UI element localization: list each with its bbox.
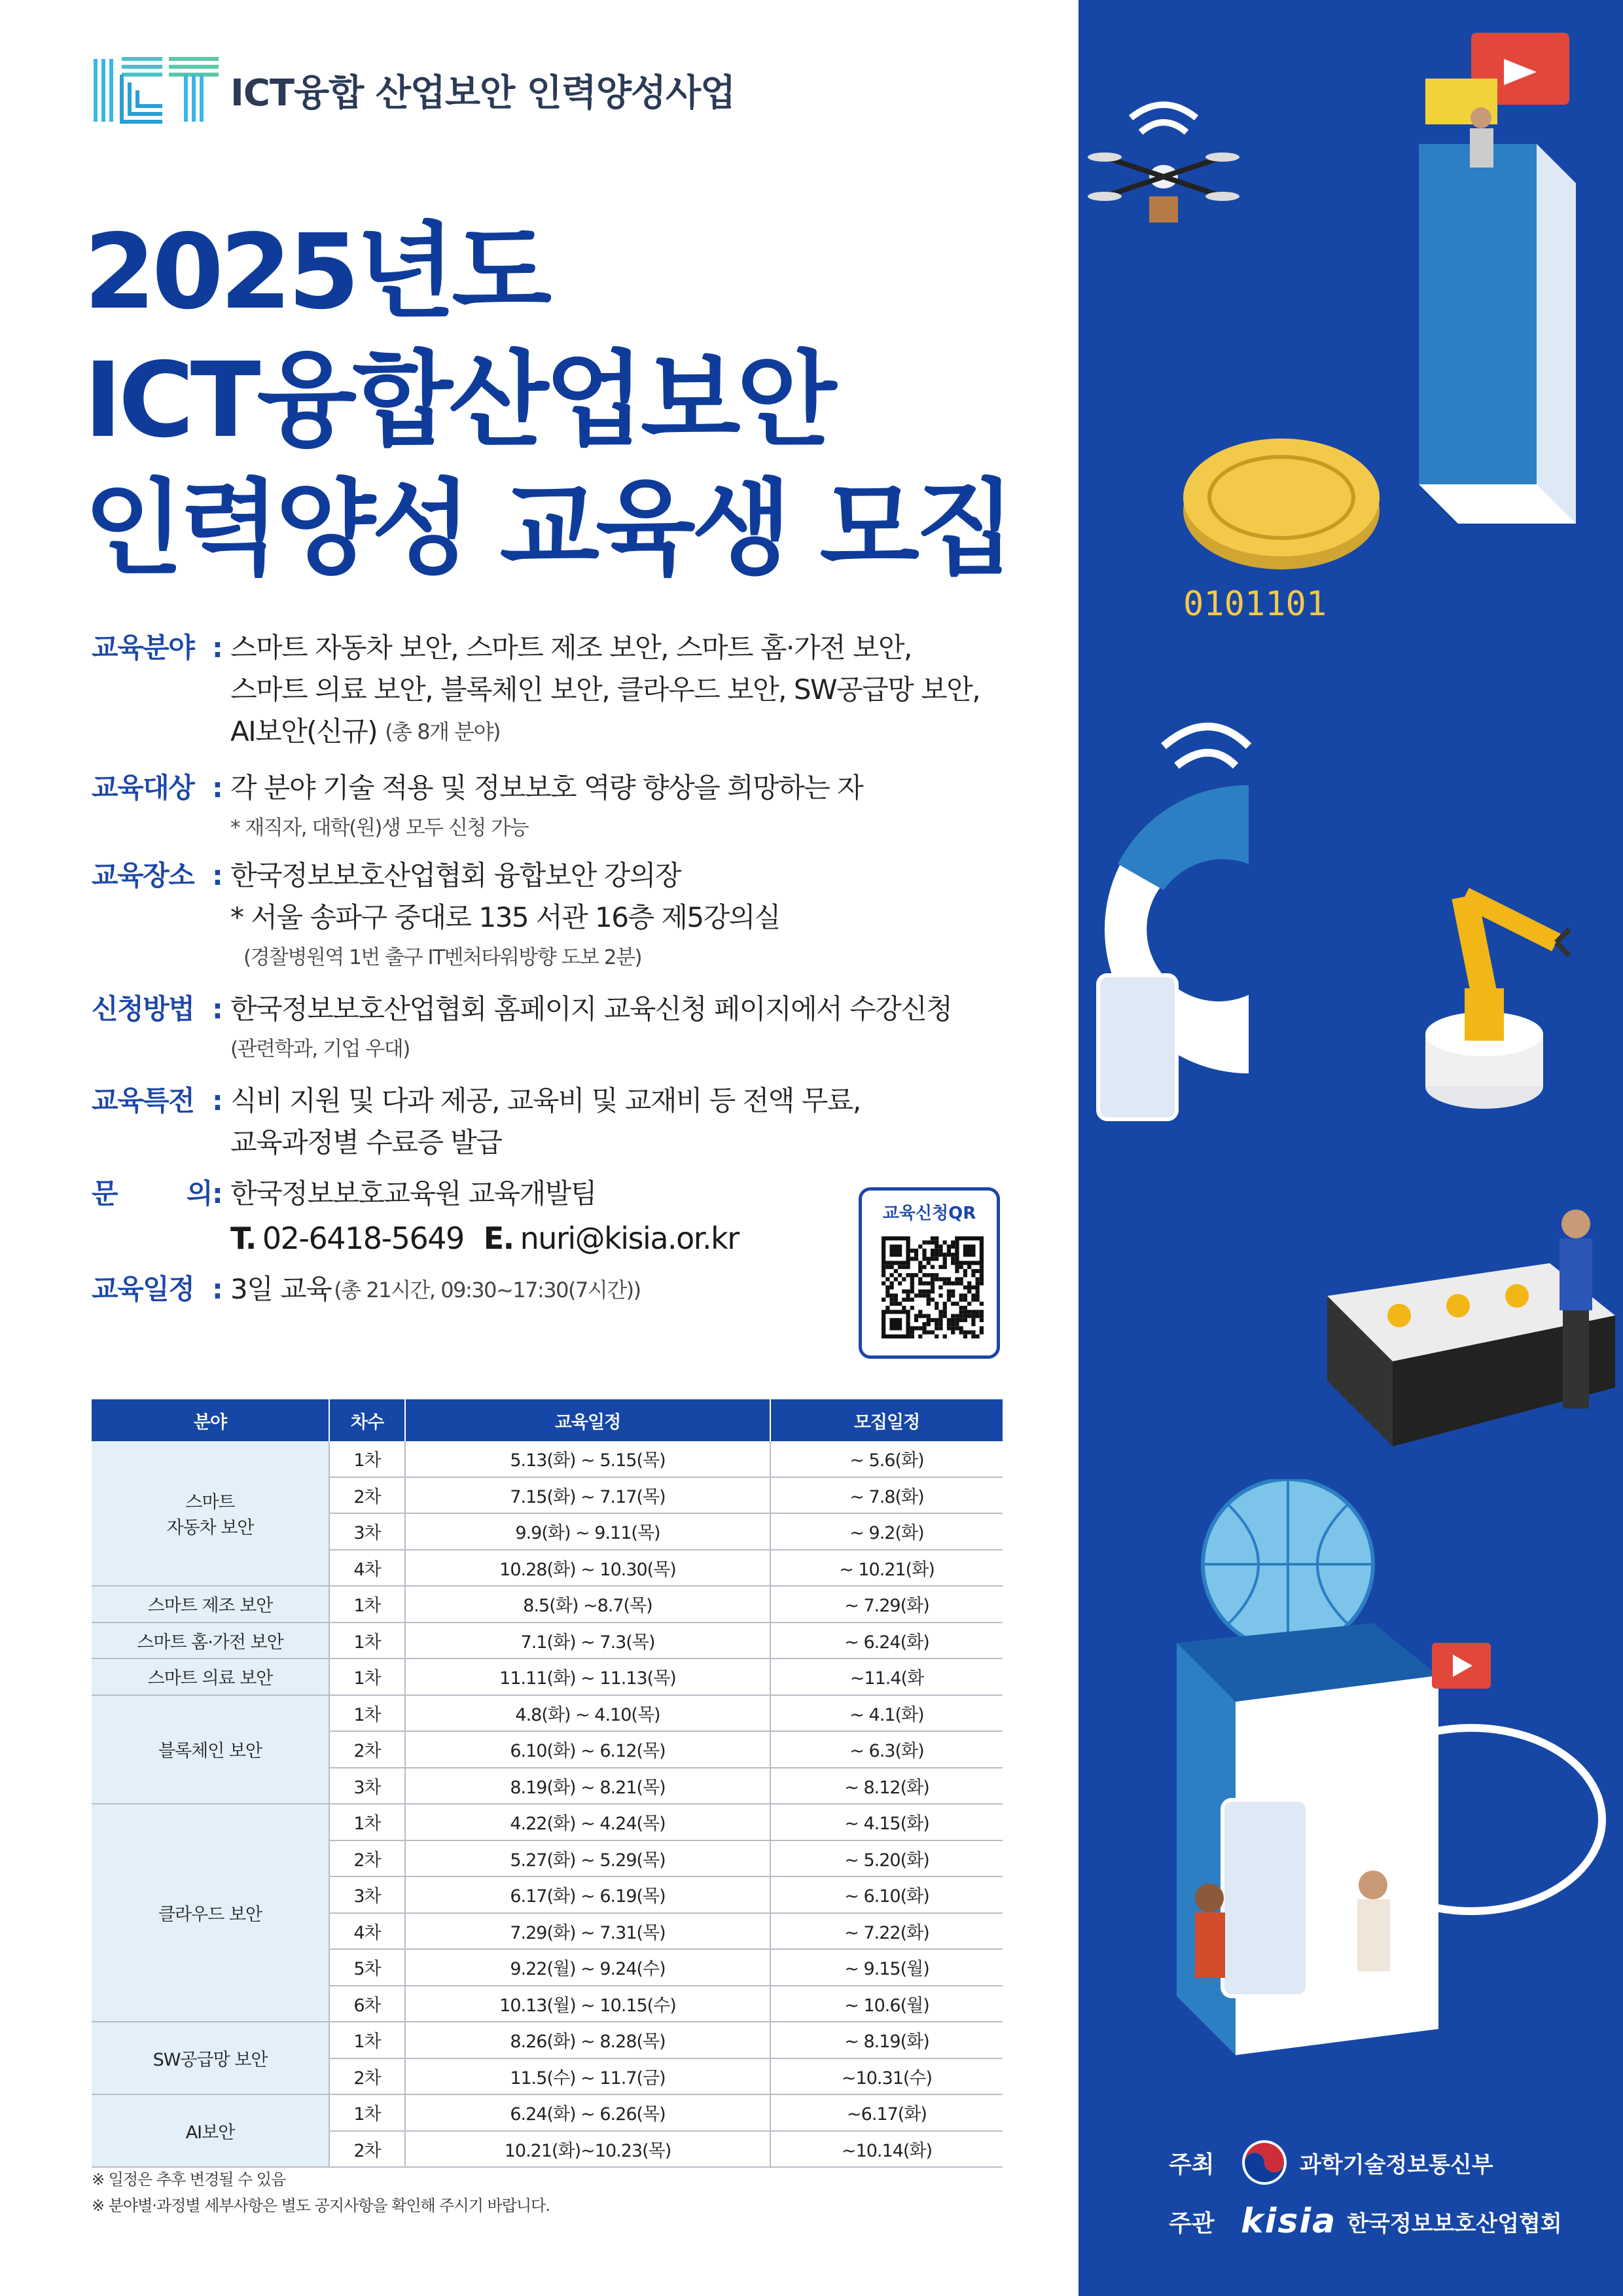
- qr-box[interactable]: [859, 1187, 1000, 1359]
- cell-recruit-dates: ~11.4(화: [770, 1659, 1003, 1695]
- cell-edu-dates: 5.27(화) ~ 5.29(목): [405, 1840, 770, 1877]
- schedule-note: (총 21시간, 09:30~17:30(7시간)): [334, 1278, 641, 1302]
- place-row: 교육장소 : 한국정보보호산업협회 융합보안 강의장: [92, 855, 1008, 897]
- cell-round: 1차: [329, 1695, 405, 1732]
- cell-edu-dates: 7.15(화) ~ 7.17(목): [405, 1477, 770, 1514]
- cell-round: 2차: [329, 1731, 405, 1768]
- place-address: * 서울 송파구 중대로 135 서관 16층 제5강의실: [230, 901, 780, 933]
- cell-round: 5차: [329, 1949, 405, 1986]
- field-label: 교육분야: [92, 632, 194, 664]
- title-line-program: ICT융합산업보안: [84, 340, 833, 461]
- ict-logo-icon: [90, 54, 221, 127]
- header-recruit-dates: 모집일정: [770, 1399, 1003, 1441]
- cell-edu-dates: 6.24(화) ~ 6.26(목): [405, 2094, 770, 2131]
- cell-edu-dates: 7.1(화) ~ 7.3(목): [405, 1623, 770, 1659]
- robot-arm-icon: [1386, 851, 1582, 1126]
- cell-round: 3차: [329, 1768, 405, 1804]
- schedule-row: 교육일정 : 3일 교육 (총 21시간, 09:30~17:30(7시간)): [92, 1268, 1008, 1312]
- contact-value: 한국정보보호교육원 교육개발팀: [230, 1177, 596, 1210]
- cell-round: 4차: [329, 1550, 405, 1587]
- cell-recruit-dates: ~10.14(화): [770, 2131, 1003, 2168]
- cell-recruit-dates: ~ 10.6(월): [770, 1986, 1003, 2022]
- table-header-row: [92, 1399, 1003, 1441]
- cell-recruit-dates: ~ 8.19(화): [770, 2022, 1003, 2058]
- cell-field: 블록체인 보안: [92, 1695, 329, 1804]
- table-row: [92, 1659, 1003, 1695]
- cell-recruit-dates: ~10.31(수): [770, 2058, 1003, 2095]
- cell-round: 4차: [329, 1913, 405, 1950]
- cell-recruit-dates: ~ 6.3(화): [770, 1731, 1003, 1768]
- cell-edu-dates: 8.5(화) ~8.7(목): [405, 1586, 770, 1623]
- target-row: 교육대상 : 각 분야 기술 적용 및 정보보호 역량 향상을 희망하는 자: [92, 767, 1008, 809]
- target-note: * 재직자, 대학(원)생 모두 신청 가능: [230, 816, 529, 840]
- coin-icon: [1170, 432, 1393, 628]
- footnotes: [92, 2166, 550, 2219]
- cell-recruit-dates: ~ 6.10(화): [770, 1876, 1003, 1913]
- illustration-panel: [1079, 0, 1623, 2296]
- cell-recruit-dates: ~ 7.8(화): [770, 1477, 1003, 1514]
- government-emblem-icon: [1241, 2139, 1288, 2186]
- cell-field: 스마트 의료 보안: [92, 1659, 329, 1695]
- organizer-role: 주관: [1169, 2210, 1215, 2237]
- contact-email[interactable]: nuri@kisia.or.kr: [520, 1221, 739, 1256]
- apply-row: 신청방법 : 한국정보보호산업협회 홈페이지 교육신청 페이지에서 수강신청: [92, 988, 1008, 1030]
- table-row: [92, 2022, 1003, 2058]
- cell-recruit-dates: ~ 5.6(화): [770, 1441, 1003, 1477]
- organizer-org: [1169, 2202, 1562, 2241]
- cell-round: 3차: [329, 1513, 405, 1550]
- cell-recruit-dates: ~ 9.2(화): [770, 1513, 1003, 1550]
- place-label: 교육장소: [92, 859, 194, 891]
- cell-recruit-dates: ~ 6.24(화): [770, 1623, 1003, 1659]
- cell-edu-dates: 6.17(화) ~ 6.19(목): [405, 1876, 770, 1913]
- qr-title: 교육신청QR: [882, 1204, 976, 1223]
- cell-edu-dates: 11.11(화) ~ 11.13(목): [405, 1659, 770, 1695]
- host-role: 주최: [1169, 2151, 1215, 2178]
- table-row: [92, 1695, 1003, 1732]
- cell-round: 3차: [329, 1876, 405, 1913]
- header-field: 분야: [92, 1399, 329, 1441]
- apply-label: 신청방법: [92, 993, 194, 1025]
- cell-edu-dates: 10.21(화)~10.23(목): [405, 2131, 770, 2168]
- schedule-value: 3일 교육: [230, 1273, 332, 1305]
- cell-edu-dates: 10.13(월) ~ 10.15(수): [405, 1986, 770, 2022]
- svg-text:0101101: 0101101: [1183, 584, 1327, 624]
- cell-round: 1차: [329, 1441, 405, 1477]
- conveyor-icon: [1327, 1165, 1615, 1479]
- cell-edu-dates: 9.9(화) ~ 9.11(목): [405, 1513, 770, 1550]
- cell-recruit-dates: ~ 7.29(화): [770, 1586, 1003, 1623]
- page-title: [84, 208, 1012, 593]
- cell-field: SW공급망 보안: [92, 2022, 329, 2094]
- benefit-row: 교육특전 : 식비 지원 및 다과 제공, 교육비 및 교재비 등 전액 무료,: [92, 1080, 1008, 1122]
- cell-field: 클라우드 보안: [92, 1804, 329, 2022]
- cell-field: AI보안: [92, 2094, 329, 2167]
- cell-edu-dates: 4.22(화) ~ 4.24(목): [405, 1804, 770, 1840]
- table-row: [92, 2094, 1003, 2131]
- program-name: ICT융합 산업보안 인력양성사업: [230, 72, 736, 115]
- cell-edu-dates: 8.19(화) ~ 8.21(목): [405, 1768, 770, 1804]
- cell-field: 스마트 제조 보안: [92, 1586, 329, 1623]
- field-row: 교육분야 : 스마트 자동차 보안, 스마트 제조 보안, 스마트 홈·가전 보안,: [92, 627, 1008, 669]
- contact-label: 문 의: [92, 1177, 212, 1210]
- apply-note: (관련학과, 기업 우대): [230, 1037, 410, 1061]
- cell-recruit-dates: ~6.17(화): [770, 2094, 1003, 2131]
- cell-edu-dates: 8.26(화) ~ 8.28(목): [405, 2022, 770, 2058]
- cell-round: 2차: [329, 1840, 405, 1877]
- target-value: 각 분야 기술 적용 및 정보보호 역량 향상을 희망하는 자: [230, 772, 863, 804]
- globe-network-icon: [1157, 1479, 1615, 2068]
- contact-phone[interactable]: 02-6418-5649: [262, 1221, 464, 1256]
- field-line-2: 스마트 의료 보안, 블록체인 보안, 클라우드 보안, SW공급망 보안,: [230, 673, 980, 706]
- cell-edu-dates: 11.5(수) ~ 11.7(금): [405, 2058, 770, 2095]
- cell-round: 1차: [329, 1623, 405, 1659]
- schedule-label: 교육일정: [92, 1273, 194, 1305]
- table-row: [92, 1441, 1003, 1477]
- cell-recruit-dates: ~ 9.15(월): [770, 1949, 1003, 1986]
- cell-edu-dates: 6.10(화) ~ 6.12(목): [405, 1731, 770, 1768]
- cell-edu-dates: 7.29(화) ~ 7.31(목): [405, 1913, 770, 1950]
- table-row: [92, 1804, 1003, 1840]
- host-name: 과학기술정보통신부: [1300, 2151, 1493, 2178]
- footnote-1: ※ 일정은 추후 변경될 수 있음: [92, 2170, 286, 2189]
- title-line-recruit: 인력양성 교육생 모집: [84, 469, 1012, 589]
- host-org: [1169, 2139, 1493, 2186]
- cell-field: 스마트 홈·가전 보안: [92, 1623, 329, 1659]
- cell-recruit-dates: ~ 8.12(화): [770, 1768, 1003, 1804]
- info-section: 교육분야 : 스마트 자동차 보안, 스마트 제조 보안, 스마트 홈·가전 보안, 스마트 의료 보안, 블록체인 보안, 클라우드 보안, SW공급망 보안, AI보안(신규) (총 8개 분야) 교육대상 : 각 분야 기술 적용 및 정보보호 역량 향상을 희망하는 자 * 재직자, 대학(원)생 모두 신청 가능 교육장소 : 한국정보보호산업협회 융합보안 강의장 * 서울 송파구 중대로 135 서관 16층 제5강의실 (경찰병원역 1번 출구 IT벤처타워방향 도보 2분) 신청방법 : 한국정보보호산업협회 홈페이지 교육신청 페이지에서 수강신청 (관련학과, 기업 우대) 교육특전 : 식비 지원 및 다과 제공, 교육비 및 교재비 등 전액 무료, 교육과정별 수료증 발급 문 의 : 한국정보보호교육원 교육개발팀 T. 02-6418-5649 E. nuri@kisia.or.kr 교육일정 : 3일 교육 (총 21시간, 09:30~17:30(7시간)): [92, 627, 1008, 1312]
- cell-round: 6차: [329, 1986, 405, 2022]
- benefit-line-2: 교육과정별 수료증 발급: [230, 1126, 502, 1158]
- drone-icon: [1079, 92, 1249, 262]
- benefit-line-1: 식비 지원 및 다과 제공, 교육비 및 교재비 등 전액 무료,: [230, 1085, 861, 1117]
- cell-field: 스마트 자동차 보안: [92, 1441, 329, 1586]
- header-round: 차수: [329, 1399, 405, 1441]
- cell-edu-dates: 9.22(월) ~ 9.24(수): [405, 1949, 770, 1986]
- program-logo: [90, 54, 735, 127]
- contact-row: 문 의 : 한국정보보호교육원 교육개발팀: [92, 1173, 1008, 1215]
- place-direction: (경찰병원역 1번 출구 IT벤처타워방향 도보 2분): [243, 946, 642, 969]
- benefit-label: 교육특전: [92, 1085, 194, 1117]
- cell-recruit-dates: ~ 4.1(화): [770, 1695, 1003, 1732]
- header-edu-dates: 교육일정: [405, 1399, 770, 1441]
- cell-edu-dates: 5.13(화) ~ 5.15(목): [405, 1441, 770, 1477]
- organizer-name: 한국정보보호산업협회: [1347, 2210, 1562, 2237]
- apply-value: 한국정보보호산업협회 홈페이지 교육신청 페이지에서 수강신청: [230, 993, 952, 1025]
- qr-code-icon[interactable]: [882, 1236, 984, 1338]
- cell-recruit-dates: ~ 5.20(화): [770, 1840, 1003, 1877]
- cell-round: 1차: [329, 2094, 405, 2131]
- target-label: 교육대상: [92, 772, 194, 804]
- cell-recruit-dates: ~ 4.15(화): [770, 1804, 1003, 1840]
- cell-recruit-dates: ~ 7.22(화): [770, 1913, 1003, 1950]
- field-line-1: 스마트 자동차 보안, 스마트 제조 보안, 스마트 홈·가전 보안,: [230, 632, 912, 664]
- title-line-year: 2025년도: [84, 212, 548, 332]
- cell-round: 1차: [329, 1586, 405, 1623]
- cell-round: 1차: [329, 1659, 405, 1695]
- cloud-c-icon: [1079, 694, 1301, 1152]
- place-value: 한국정보보호산업협회 융합보안 강의장: [230, 859, 681, 891]
- cell-round: 2차: [329, 2131, 405, 2168]
- kisia-logo: kisia: [1241, 2202, 1337, 2241]
- table-row: [92, 1623, 1003, 1659]
- cell-round: 1차: [329, 2022, 405, 2058]
- cell-recruit-dates: ~ 10.21(화): [770, 1550, 1003, 1587]
- footnote-2: ※ 분야별·과정별 세부사항은 별도 공지사항을 확인해 주시기 바랍니다.: [92, 2197, 550, 2215]
- field-line-3: AI보안(신규): [230, 715, 378, 747]
- field-count: (총 8개 분야): [385, 719, 501, 744]
- schedule-table: [92, 1399, 1003, 2168]
- cell-round: 2차: [329, 1477, 405, 1514]
- cell-edu-dates: 10.28(화) ~ 10.30(목): [405, 1550, 770, 1587]
- table-row: [92, 1586, 1003, 1623]
- cell-round: 1차: [329, 1804, 405, 1840]
- cell-round: 2차: [329, 2058, 405, 2095]
- cell-edu-dates: 4.8(화) ~ 4.10(목): [405, 1695, 770, 1732]
